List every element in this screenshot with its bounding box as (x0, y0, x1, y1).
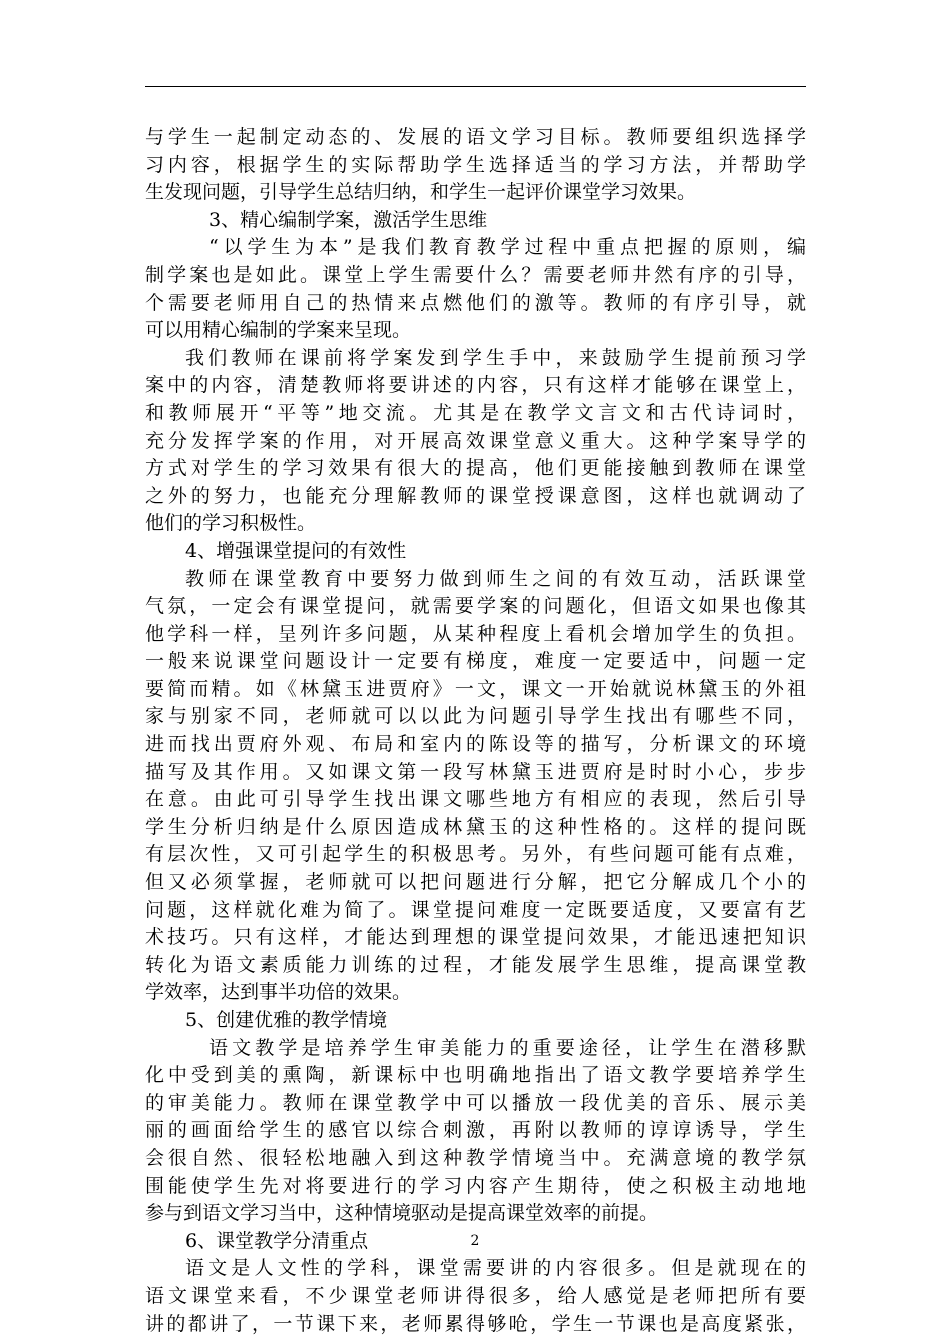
text-line: 案中的内容，清楚教师将要讲述的内容，只有这样才能够在课堂上， (145, 374, 806, 397)
section-heading: 6、课堂教学分清重点 (185, 1229, 369, 1252)
text-line: 参与到语文学习当中，这种情境驱动是提高课堂效率的前提。 (145, 1202, 659, 1225)
page-body (145, 124, 806, 1338)
text-line: 语文是人文性的学科，课堂需要讲的内容很多。但是就现在的 (185, 1257, 806, 1280)
text-line: 他们的学习积极性。 (145, 512, 317, 535)
header-rule (145, 86, 806, 87)
text-line: 在意。由此可引导学生找出课文哪些地方有相应的表现，然后引导 (145, 788, 806, 811)
text-line: 生发现问题，引导学生总结归纳，和学生一起评价课堂学习效果。 (145, 181, 697, 204)
section-heading: 4、增强课堂提问的有效性 (185, 539, 407, 562)
text-line: 丽的画面给学生的感官以综合刺激，再附以教师的谆谆诱导，学生 (145, 1119, 806, 1142)
text-line: 转化为语文素质能力训练的过程，才能发展学生思维，提高课堂教 (145, 953, 806, 976)
text-line: 之外的努力，也能充分理解教师的课堂授课意图，这样也就调动了 (145, 484, 806, 507)
text-line: 问题，这样就化难为简了。课堂提问难度一定既要适度，又要富有艺 (145, 898, 806, 921)
text-line: 描写及其作用。又如课文第一段写林黛玉进贾府是时时小心，步步 (145, 760, 806, 783)
text-line: 习内容，根据学生的实际帮助学生选择适当的学习方法，并帮助学 (145, 153, 806, 176)
text-line: 他学科一样，呈列许多问题，从某种程度上看机会增加学生的负担。 (145, 622, 806, 645)
text-line: 的审美能力。教师在课堂教学中可以播放一段优美的音乐、展示美 (145, 1091, 806, 1114)
text-line: 讲的都讲了，一节课下来，老师累得够呛，学生一节课也是高度紧张， (145, 1312, 806, 1335)
text-line: 围能使学生先对将要进行的学习内容产生期待，使之积极主动地地 (145, 1174, 806, 1197)
text-line: 方式对学生的学习效果有很大的提高，他们更能接触到教师在课堂 (145, 457, 806, 480)
text-line: 与学生一起制定动态的、发展的语文学习目标。教师要组织选择学 (145, 126, 806, 148)
text-line: 化中受到美的熏陶，新课标中也明确地指出了语文教学要培养学生 (145, 1064, 806, 1087)
text-line: 有层次性，又可引起学生的积极思考。另外，有些问题可能有点难， (145, 843, 806, 866)
text-line: 教师在课堂教育中要努力做到师生之间的有效互动，活跃课堂 (185, 567, 806, 590)
text-line: 一般来说课堂问题设计一定要有梯度，难度一定要适中，问题一定 (145, 650, 806, 673)
text-line: 充分发挥学案的作用，对开展高效课堂意义重大。这种学案导学的 (145, 429, 806, 452)
section-heading: 3、精心编制学案，激活学生思维 (209, 208, 488, 231)
text-line: 我们教师在课前将学案发到学生手中，来鼓励学生提前预习学 (185, 346, 806, 369)
text-line: 气氛，一定会有课堂提问，就需要学案的问题化，但语文如果也像其 (145, 595, 806, 618)
text-line: 进而找出贾府外观、布局和室内的陈设等的描写，分析课文的环境 (145, 733, 806, 756)
text-line: 语文课堂来看，不少课堂老师讲得很多，给人感觉是老师把所有要 (145, 1284, 806, 1307)
text-line: 会很自然、很轻松地融入到这种教学情境当中。充满意境的教学氛 (145, 1146, 806, 1169)
page-number: 2 (470, 1233, 480, 1249)
text-line: 个需要老师用自己的热情来点燃他们的激等。教师的有序引导，就 (145, 291, 806, 314)
text-line: 学生分析归纳是什么原因造成林黛玉的这种性格的。这样的提问既 (145, 815, 806, 838)
text-line: 但又必须掌握，老师就可以把问题进行分解，把它分解成几个小的 (145, 871, 806, 894)
text-line: 语文教学是培养学生审美能力的重要途径，让学生在潜移默 (209, 1036, 806, 1059)
section-heading: 5、创建优雅的教学情境 (185, 1009, 388, 1031)
text-line: 家与别家不同，老师就可以以此为问题引导学生找出有哪些不同， (145, 705, 806, 728)
text-line: 术技巧。只有这样，才能达到理想的课堂提问效果，才能迅速把知识 (145, 926, 806, 949)
text-line: 制学案也是如此。课堂上学生需要什么？需要老师井然有序的引导， (145, 263, 806, 286)
text-line: “以学生为本”是我们教育教学过程中重点把握的原则，编 (209, 236, 806, 259)
text-line: 要简而精。如《林黛玉进贾府》一文，课文一开始就说林黛玉的外祖 (145, 677, 806, 700)
text-line: 和教师展开“平等”地交流。尤其是在教学文言文和古代诗词时， (145, 401, 806, 424)
text-line: 可以用精心编制的学案来呈现。 (145, 319, 412, 342)
text-line: 学效率，达到事半功倍的效果。 (145, 981, 412, 1004)
